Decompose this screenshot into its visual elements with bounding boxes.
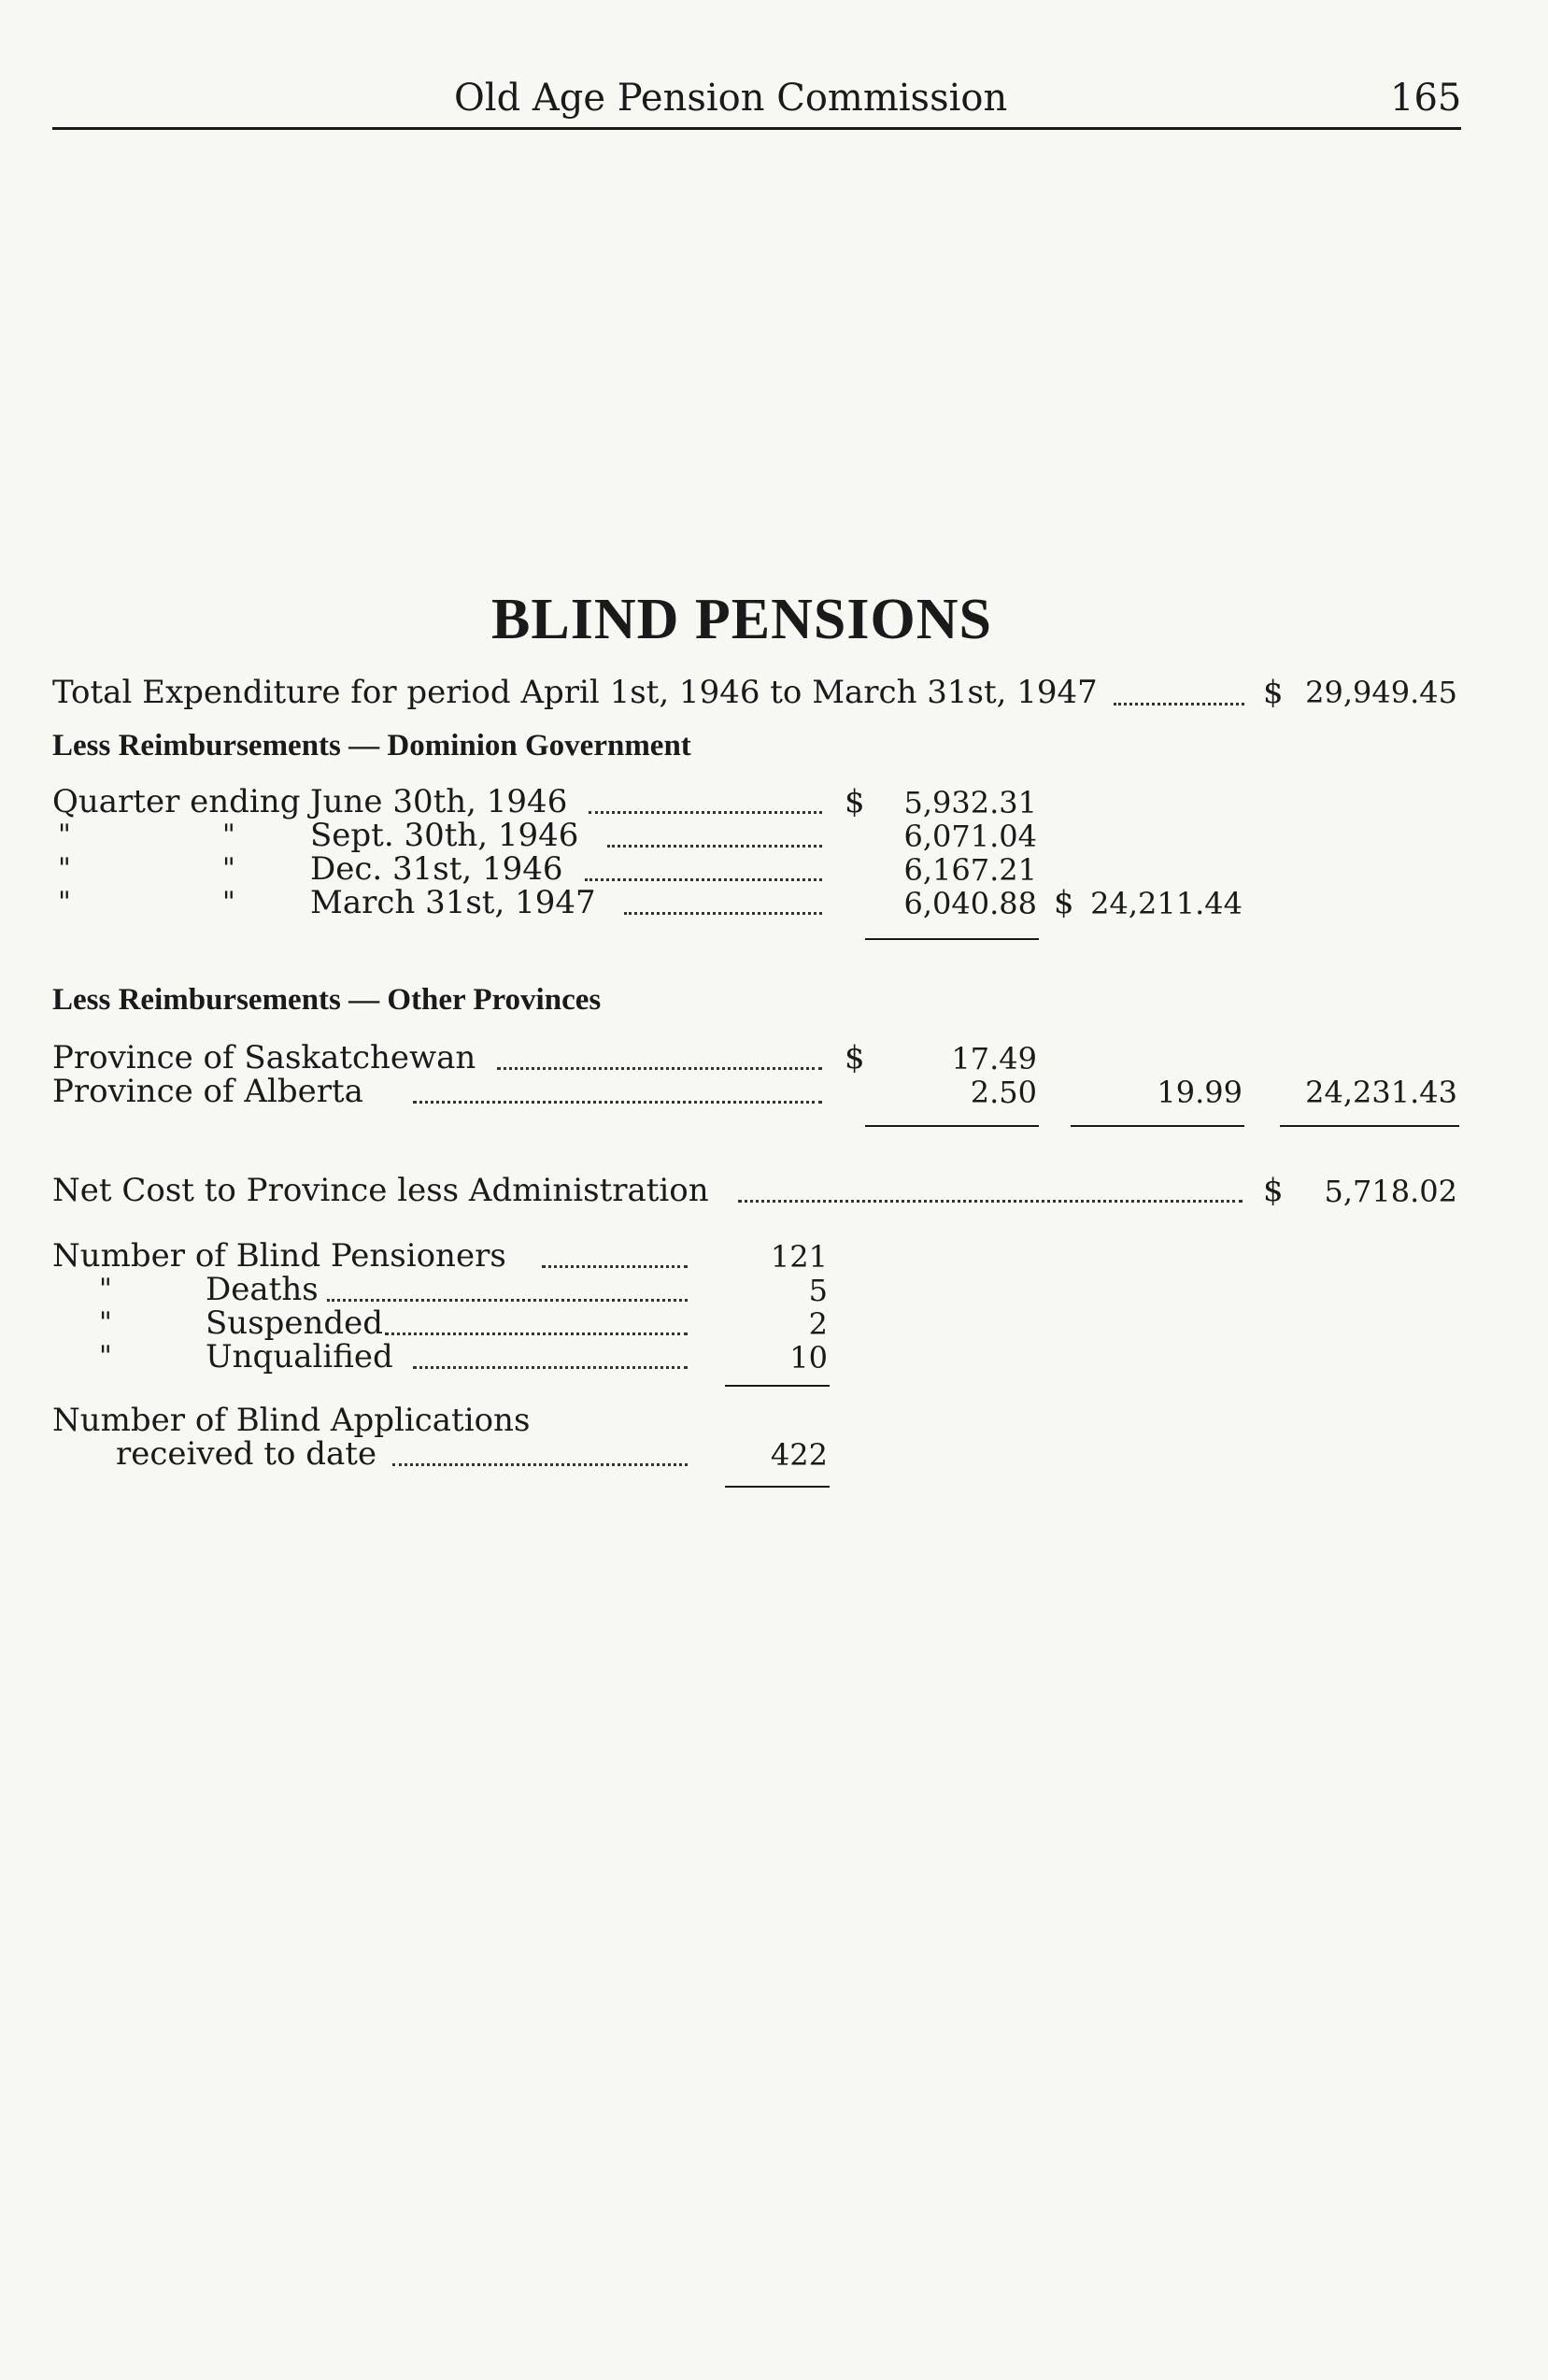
page-title: BLIND PENSIONS — [491, 588, 992, 651]
net-cost-label: Net Cost to Province less Administration — [52, 1172, 709, 1209]
leader-dots — [385, 1333, 688, 1335]
ditto-mark: " — [58, 852, 71, 885]
ditto-mark: " — [222, 886, 235, 919]
leader-dots — [327, 1299, 688, 1302]
dominion-dollar-sign: $ — [845, 783, 865, 820]
total-reimbursements-amount: 24,231.43 — [1305, 1075, 1457, 1110]
ditto-mark: " — [58, 886, 71, 919]
ditto-mark: " — [99, 1273, 112, 1305]
ditto-mark: " — [99, 1306, 112, 1339]
applications-value: 422 — [770, 1437, 828, 1473]
quarter-row-amount: 6,040.88 — [903, 886, 1037, 921]
quarter-row-label: June 30th, 1946 — [310, 783, 568, 820]
provinces-heading: Less Reimbursements — Other Provinces — [52, 983, 602, 1017]
leader-dots — [589, 811, 822, 814]
quarter-row-amount: 6,071.04 — [903, 819, 1037, 854]
province-row-label: Province of Saskatchewan — [52, 1039, 476, 1076]
leader-dots — [497, 1067, 822, 1070]
ditto-mark: " — [58, 819, 71, 851]
leader-dots — [392, 1463, 688, 1466]
total-expenditure-amount: 29,949.45 — [1305, 675, 1457, 710]
column-rule — [865, 1125, 1039, 1127]
page-number: 165 — [1390, 77, 1462, 120]
dominion-heading: Less Reimbursements — Dominion Government — [52, 729, 691, 762]
provinces-subtotal-amount: 19.99 — [1157, 1075, 1243, 1110]
provinces-dollar-sign: $ — [845, 1039, 865, 1076]
dominion-subtotal-dollar-sign: $ — [1054, 884, 1074, 921]
stat-row-value: 5 — [808, 1273, 828, 1308]
net-dollar-sign: $ — [1263, 1172, 1284, 1209]
column-rule — [725, 1385, 830, 1387]
stat-row-value: 10 — [789, 1340, 828, 1375]
province-row-amount: 2.50 — [970, 1075, 1037, 1110]
running-title: Old Age Pension Commission — [454, 77, 1008, 120]
quarter-row-label: Dec. 31st, 1946 — [310, 850, 563, 888]
total-expenditure-label: Total Expenditure for period April 1st, 1946 to March 31st, 1947 — [52, 674, 1098, 711]
leader-dots — [542, 1265, 688, 1268]
leader-dots — [738, 1200, 1243, 1203]
applications-label-continued: received to date — [116, 1435, 377, 1473]
column-rule — [1071, 1125, 1244, 1127]
total-dollar-sign: $ — [1263, 674, 1284, 711]
stat-row-value: 121 — [770, 1239, 828, 1275]
stat-row-label: Suspended — [206, 1304, 384, 1342]
province-row-amount: 17.49 — [951, 1041, 1037, 1076]
dominion-subtotal-amount: 24,211.44 — [1090, 886, 1243, 921]
quarter-row-amount: 5,932.31 — [903, 785, 1037, 820]
stat-row-value: 2 — [808, 1306, 828, 1342]
column-rule — [1280, 1125, 1459, 1127]
column-rule — [865, 938, 1039, 940]
column-rule — [725, 1486, 830, 1488]
quarter-row-label: Sept. 30th, 1946 — [310, 817, 579, 854]
leader-dots — [585, 878, 822, 881]
ditto-mark: " — [222, 852, 235, 885]
applications-label: Number of Blind Applications — [52, 1402, 531, 1439]
leader-dots — [624, 912, 822, 915]
quarter-ending-label: Quarter ending — [52, 783, 301, 820]
ditto-mark: " — [222, 819, 235, 851]
quarter-row-amount: 6,167.21 — [903, 852, 1037, 888]
stat-row-label: Number of Blind Pensioners — [52, 1237, 506, 1275]
province-row-label: Province of Alberta — [52, 1073, 363, 1110]
header-rule — [52, 127, 1461, 130]
stat-row-label: Unqualified — [206, 1338, 393, 1375]
stat-row-label: Deaths — [206, 1271, 319, 1308]
quarter-row-label: March 31st, 1947 — [310, 884, 596, 921]
net-cost-amount: 5,718.02 — [1324, 1174, 1457, 1209]
leader-dots — [607, 845, 822, 848]
leader-dots — [413, 1366, 688, 1369]
leader-dots — [413, 1101, 822, 1104]
leader-dots — [1114, 703, 1244, 705]
ditto-mark: " — [99, 1340, 112, 1373]
